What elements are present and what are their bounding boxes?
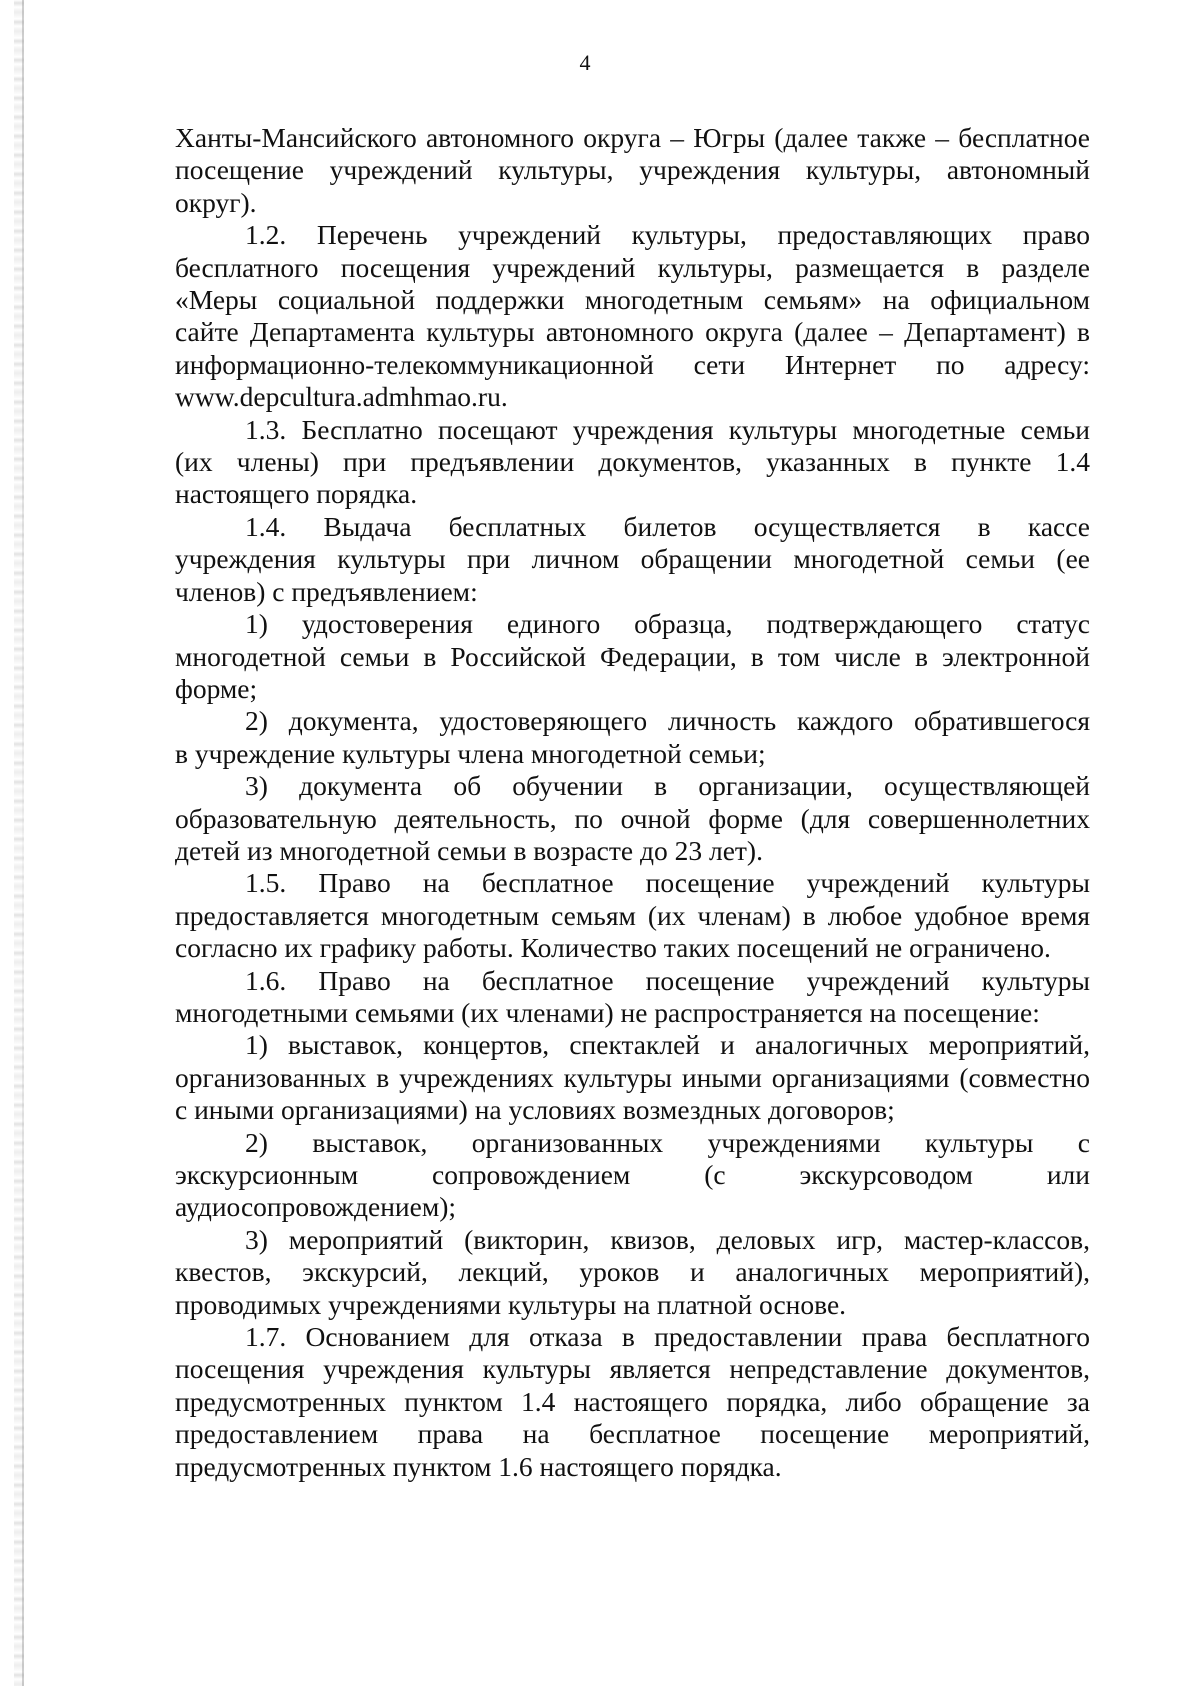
list-item — [175, 1224, 1090, 1321]
paragraph-1-3 — [175, 414, 1090, 511]
text-line: квестов, экскурсий, лекций, уроков и аналогичных мероприятий), — [175, 1256, 1090, 1288]
text-line: настоящего порядка. — [175, 478, 418, 510]
list-item — [175, 1127, 1090, 1224]
text-line: предоставлением права на бесплатное посещение мероприятий, — [175, 1418, 1090, 1450]
text-line: форме; — [175, 672, 258, 704]
text-line: 1) выставок, концертов, спектаклей и аналогичных мероприятий, — [245, 1029, 1090, 1061]
text-line: 1.6. Право на бесплатное посещение учреждений культуры — [245, 964, 1090, 996]
list-item — [175, 705, 1090, 770]
text-line: образовательную деятельность, по очной форме (для совершеннолетних — [175, 802, 1090, 834]
text-line: округ). — [175, 186, 257, 218]
text-line: 3) документа об обучении в организации, осуществляющей — [245, 770, 1090, 802]
text-line: посещение учреждений культуры, учреждения культуры, автономный — [175, 154, 1090, 186]
text-line: информационно-телекоммуникационной сети Интернет по адресу: — [175, 348, 1090, 380]
text-line: 2) выставок, организованных учреждениями культуры с — [245, 1126, 1090, 1158]
text-line: посещения учреждения культуры является непредставление документов, — [175, 1353, 1090, 1385]
text-line: 1.4. Выдача бесплатных билетов осуществляется в кассе — [245, 510, 1090, 542]
website-url: www.depcultura.admhmao.ru. — [175, 381, 508, 413]
text-line: предоставляется многодетным семьям (их членам) в любое удобное время — [175, 899, 1090, 931]
text-line: 1.3. Бесплатно посещают учреждения культуры многодетные семьи — [245, 413, 1090, 445]
text-line: с иными организациями) на условиях возмездных договоров; — [175, 1094, 895, 1126]
text-line: предусмотренных пунктом 1.6 настоящего порядка. — [175, 1450, 782, 1482]
text-line: детей из многодетной семьи в возрасте до 23 лет). — [175, 834, 763, 866]
text-line: в учреждение культуры члена многодетной семьи; — [175, 737, 766, 769]
paragraph-1-2 — [175, 219, 1090, 413]
text-line: многодетными семьями (их членами) не распространяется на посещение: — [175, 996, 1040, 1028]
paragraph-1-4 — [175, 511, 1090, 608]
paragraph-1-5 — [175, 867, 1090, 964]
list-item — [175, 608, 1090, 705]
paragraph-1-6 — [175, 965, 1090, 1030]
text-line: многодетной семьи в Российской Федерации, в том числе в электронной — [175, 640, 1090, 672]
paragraph-1-7 — [175, 1321, 1090, 1483]
text-line: учреждения культуры при личном обращении многодетной семьи (ее — [175, 543, 1090, 575]
text-line: бесплатного посещения учреждений культуры, размещается в разделе — [175, 251, 1090, 283]
text-line: проводимых учреждениями культуры на платной основе. — [175, 1288, 847, 1320]
list-item — [175, 770, 1090, 867]
text-line: аудиосопровождением); — [175, 1191, 457, 1223]
text-line: 1.2. Перечень учреждений культуры, предоставляющих право — [245, 219, 1090, 251]
text-line: 1.5. Право на бесплатное посещение учреждений культуры — [245, 867, 1090, 899]
text-line: 2) документа, удостоверяющего личность каждого обратившегося — [245, 705, 1090, 737]
text-line: согласно их графику работы. Количество таких посещений не ограничено. — [175, 932, 1051, 964]
text-line: членов) с предъявлением: — [175, 575, 478, 607]
text-line: предусмотренных пунктом 1.4 настоящего порядка, либо обращение за — [175, 1385, 1090, 1417]
text-line: «Меры социальной поддержки многодетным семьям» на официальном — [175, 284, 1090, 316]
text-line: организованных в учреждениях культуры иными организациями (совместно — [175, 1061, 1090, 1093]
text-line: (их члены) при предъявлении документов, указанных в пункте 1.4 — [175, 446, 1090, 478]
scan-edge-line — [22, 0, 24, 1686]
paragraph-continuation — [175, 122, 1090, 219]
text-line: 1.7. Основанием для отказа в предоставлении права бесплатного — [245, 1321, 1090, 1353]
text-line: 1) удостоверения единого образца, подтверждающего статус — [245, 608, 1090, 640]
text-line: сайте Департамента культуры автономного округа (далее – Департамент) в — [175, 316, 1090, 348]
page-number: 4 — [579, 50, 591, 75]
text-line: экскурсионным сопровождением (с экскурсоводом или — [175, 1159, 1090, 1190]
text-line: 3) мероприятий (викторин, квизов, деловых игр, мастер-классов, — [245, 1223, 1090, 1255]
document-body — [175, 122, 1090, 1483]
list-item — [175, 1029, 1090, 1126]
text-line: Ханты-Мансийского автономного округа – Югры (далее также – бесплатное — [175, 122, 1090, 153]
